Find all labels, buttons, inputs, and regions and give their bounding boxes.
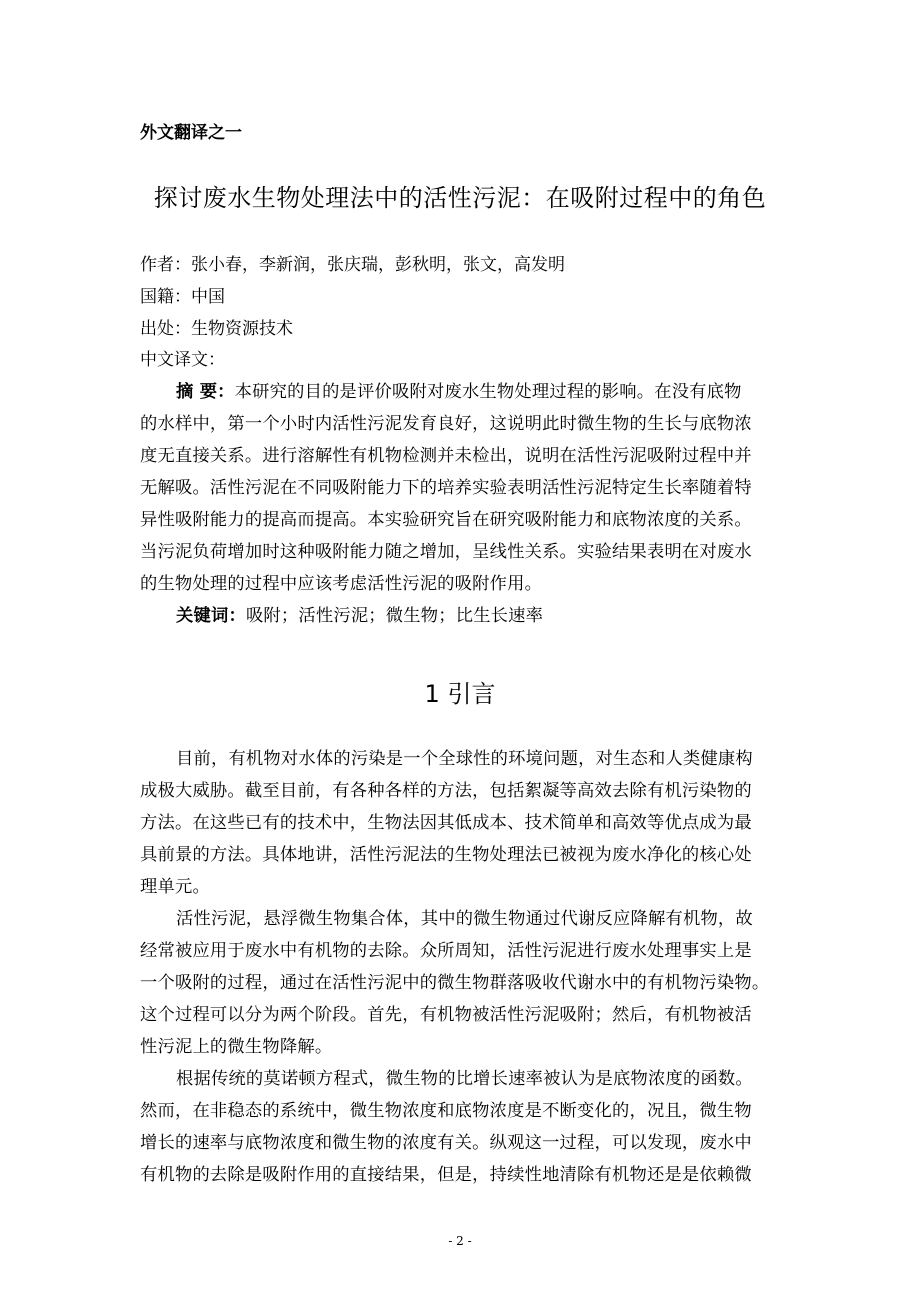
abstract-line: 度无直接关系。进行溶解性有机物检测并未检出，说明在活性污泥吸附过程中并 <box>140 446 752 466</box>
section-heading: 1 引言 <box>424 680 496 708</box>
paragraph-line: 一个吸附的过程，通过在活性污泥中的微生物群落吸收代谢水中的有机物污染物。 <box>140 973 770 993</box>
nationality-line: 国籍：中国 <box>140 287 225 307</box>
paragraph-line: 活性污泥，悬浮微生物集合体，其中的微生物通过代谢反应降解有机物，故 <box>176 909 753 929</box>
paragraph-line: 然而，在非稳态的系统中，微生物浓度和底物浓度是不断变化的，况且，微生物 <box>140 1101 752 1121</box>
paragraph-line: 成极大威胁。截至目前，有各种各样的方法，包括絮凝等高效去除有机污染物的 <box>140 781 752 801</box>
abstract-line: 当污泥负荷增加时这种吸附能力随之增加，呈线性关系。实验结果表明在对废水 <box>140 542 752 562</box>
keywords-text: 吸附；活性污泥；微生物；比生长速率 <box>245 606 544 626</box>
authors-line: 作者：张小春，李新润，张庆瑞，彭秋明，张文，高发明 <box>140 255 565 275</box>
paragraph-line: 这个过程可以分为两个阶段。首先，有机物被活性污泥吸附；然后，有机物被活 <box>140 1005 752 1025</box>
document-title: 探讨废水生物处理法中的活性污泥：在吸附过程中的角色 <box>153 184 767 212</box>
abstract-line: 异性吸附能力的提高而提高。本实验研究旨在研究吸附能力和底物浓度的关系。 <box>140 510 752 530</box>
paragraph-line: 具前景的方法。具体地讲，活性污泥法的生物处理法已被视为废水净化的核心处 <box>140 845 752 865</box>
paragraph-line: 方法。在这些已有的技术中，生物法因其低成本、技术简单和高效等优点成为最 <box>140 813 752 833</box>
paragraph-line: 经常被应用于废水中有机物的去除。众所周知，活性污泥进行废水处理事实上是 <box>140 941 752 961</box>
abstract-line: 的生物处理的过程中应该考虑活性污泥的吸附作用。 <box>140 574 543 594</box>
abstract-line: 的水样中，第一个小时内活性污泥发育良好，这说明此时微生物的生长与底物浓 <box>140 414 752 434</box>
abstract-line: 无解吸。活性污泥在不同吸附能力下的培养实验表明活性污泥特定生长率随着特 <box>140 478 752 498</box>
paragraph-line: 根据传统的莫诺顿方程式，微生物的比增长速率被认为是底物浓度的函数。 <box>176 1069 753 1089</box>
abstract-label: 摘 要： <box>176 382 235 402</box>
translation-label: 中文译文： <box>140 350 225 370</box>
keywords-label: 关键词： <box>176 606 246 626</box>
paragraph-line: 理单元。 <box>140 877 210 897</box>
page-number: - 2 - <box>448 1234 472 1248</box>
paragraph-line: 有机物的去除是吸附作用的直接结果，但是，持续性地清除有机物还是是依赖微 <box>140 1165 752 1185</box>
paragraph-line: 性污泥上的微生物降解。 <box>140 1037 333 1057</box>
abstract-line <box>176 377 742 402</box>
section-label: 外文翻译之一 <box>140 123 242 143</box>
keywords-line <box>176 601 543 626</box>
source-line: 出处：生物资源技术 <box>140 319 293 339</box>
abstract-text: 本研究的目的是评价吸附对废水生物处理过程的影响。在没有底物 <box>234 382 742 402</box>
paragraph-line: 增长的速率与底物浓度和微生物的浓度有关。纵观这一过程，可以发现，废水中 <box>140 1133 752 1153</box>
paragraph-line: 目前，有机物对水体的污染是一个全球性的环境问题，对生态和人类健康构 <box>176 749 753 769</box>
